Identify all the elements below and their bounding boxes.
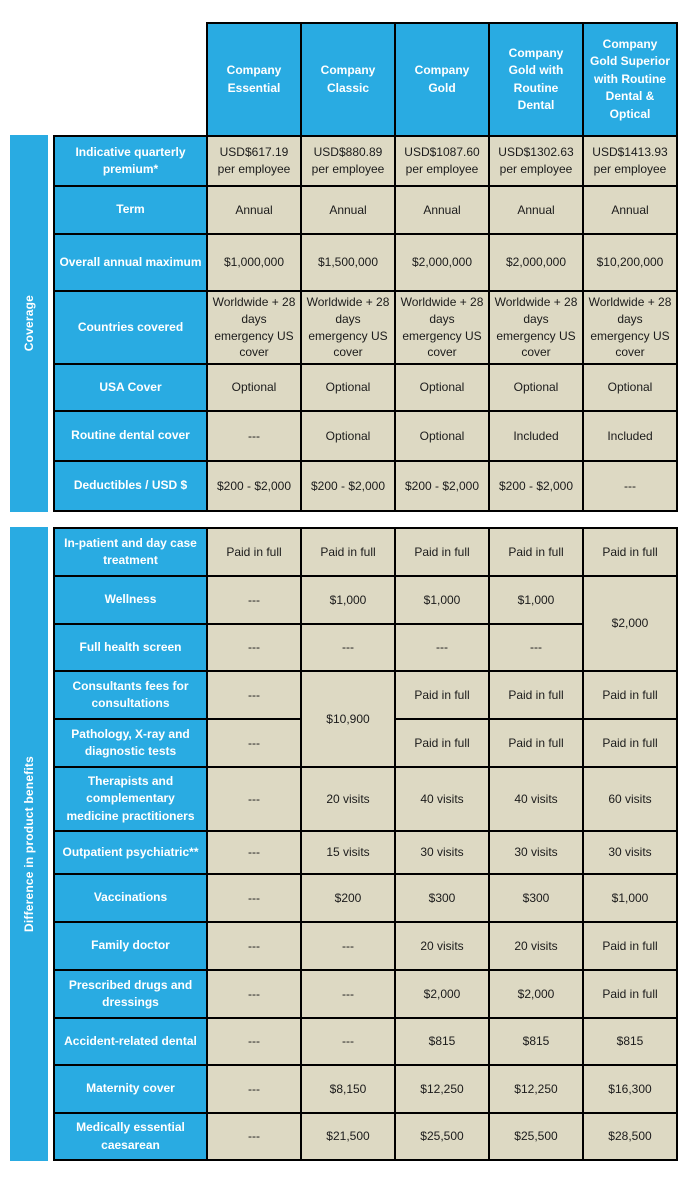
value-cell: --- — [395, 624, 489, 671]
column-header-row — [54, 23, 677, 136]
value-cell: $1,500,000 — [301, 234, 395, 291]
value-cell: $25,500 — [489, 1113, 583, 1160]
value-cell: --- — [207, 624, 301, 671]
value-cell: --- — [301, 1018, 395, 1065]
row-label: Accident-related dental — [54, 1018, 207, 1065]
value-cell: $28,500 — [583, 1113, 677, 1160]
value-cell: Optional — [301, 364, 395, 411]
value-cell: --- — [207, 831, 301, 874]
value-cell: $815 — [583, 1018, 677, 1065]
value-cell: $16,300 — [583, 1065, 677, 1113]
value-cell: Worldwide + 28 days emergency US cover — [301, 291, 395, 364]
table-row — [54, 364, 677, 411]
value-cell: $1,000 — [301, 576, 395, 624]
benefits-sidebar-label: Difference in product benefits — [22, 755, 36, 933]
row-label: Medically essential caesarean — [54, 1113, 207, 1160]
column-header: Company Gold with Routine Dental — [489, 23, 583, 136]
row-label: Wellness — [54, 576, 207, 624]
table-row — [54, 186, 677, 234]
value-cell: 40 visits — [489, 767, 583, 831]
value-cell: $21,500 — [301, 1113, 395, 1160]
value-cell: $8,150 — [301, 1065, 395, 1113]
value-cell: Paid in full — [583, 922, 677, 970]
table-row — [54, 528, 677, 576]
value-cell: Annual — [583, 186, 677, 234]
value-cell: --- — [207, 671, 301, 719]
row-label: Pathology, X-ray and diagnostic tests — [54, 719, 207, 767]
row-label: Routine dental cover — [54, 411, 207, 461]
value-cell: 20 visits — [301, 767, 395, 831]
value-cell: Optional — [207, 364, 301, 411]
value-cell: --- — [207, 922, 301, 970]
row-label: Overall annual maximum — [54, 234, 207, 291]
value-cell: Paid in full — [489, 528, 583, 576]
value-cell: $815 — [489, 1018, 583, 1065]
row-label: Prescribed drugs and dressings — [54, 970, 207, 1018]
value-cell: Paid in full — [583, 719, 677, 767]
value-cell: $200 — [301, 874, 395, 922]
value-cell: Optional — [489, 364, 583, 411]
row-label: Countries covered — [54, 291, 207, 364]
value-cell: $200 - $2,000 — [395, 461, 489, 511]
row-label: Indicative quarterly premium* — [54, 136, 207, 186]
column-header: Company Classic — [301, 23, 395, 136]
value-cell: $300 — [395, 874, 489, 922]
value-cell: Paid in full — [395, 719, 489, 767]
benefits-table — [53, 527, 678, 1161]
table-row — [54, 767, 677, 831]
value-cell: $200 - $2,000 — [301, 461, 395, 511]
table-row — [54, 461, 677, 511]
value-cell: $200 - $2,000 — [489, 461, 583, 511]
value-cell: $2,000,000 — [489, 234, 583, 291]
row-label: USA Cover — [54, 364, 207, 411]
value-cell: --- — [301, 970, 395, 1018]
value-cell: Paid in full — [583, 528, 677, 576]
value-cell: --- — [301, 922, 395, 970]
row-label: In-patient and day case treatment — [54, 528, 207, 576]
value-cell: USD$1302.63 per employee — [489, 136, 583, 186]
value-cell: --- — [207, 1113, 301, 1160]
row-label: Term — [54, 186, 207, 234]
benefits-table-body — [54, 528, 677, 1160]
value-cell: $2,000 — [395, 970, 489, 1018]
table-row — [54, 234, 677, 291]
value-cell: 30 visits — [489, 831, 583, 874]
value-cell: --- — [207, 1065, 301, 1113]
row-label: Outpatient psychiatric** — [54, 831, 207, 874]
column-header: Company Essential — [207, 23, 301, 136]
value-cell: USD$1087.60 per employee — [395, 136, 489, 186]
value-cell: $815 — [395, 1018, 489, 1065]
value-cell: $10,900 — [301, 671, 395, 767]
value-cell: 30 visits — [395, 831, 489, 874]
table-row — [54, 1113, 677, 1160]
value-cell: Worldwide + 28 days emergency US cover — [395, 291, 489, 364]
value-cell: USD$1413.93 per employee — [583, 136, 677, 186]
row-label: Vaccinations — [54, 874, 207, 922]
table-row — [54, 874, 677, 922]
value-cell: $300 — [489, 874, 583, 922]
value-cell: Annual — [301, 186, 395, 234]
row-label: Maternity cover — [54, 1065, 207, 1113]
value-cell: Included — [489, 411, 583, 461]
value-cell: $12,250 — [489, 1065, 583, 1113]
column-header: Company Gold — [395, 23, 489, 136]
value-cell: $25,500 — [395, 1113, 489, 1160]
row-label: Deductibles / USD $ — [54, 461, 207, 511]
value-cell: --- — [301, 624, 395, 671]
coverage-table — [53, 22, 678, 512]
value-cell: Worldwide + 28 days emergency US cover — [583, 291, 677, 364]
value-cell: --- — [207, 874, 301, 922]
value-cell: --- — [207, 576, 301, 624]
value-cell: Paid in full — [489, 719, 583, 767]
value-cell: Annual — [395, 186, 489, 234]
value-cell: 30 visits — [583, 831, 677, 874]
value-cell: --- — [207, 1018, 301, 1065]
value-cell: $12,250 — [395, 1065, 489, 1113]
value-cell: --- — [207, 970, 301, 1018]
value-cell: --- — [207, 719, 301, 767]
row-label: Full health screen — [54, 624, 207, 671]
coverage-sidebar — [10, 135, 48, 512]
value-cell: Worldwide + 28 days emergency US cover — [489, 291, 583, 364]
value-cell: 15 visits — [301, 831, 395, 874]
value-cell: --- — [207, 411, 301, 461]
table-row — [54, 922, 677, 970]
value-cell: 40 visits — [395, 767, 489, 831]
value-cell: $1,000 — [395, 576, 489, 624]
table-row — [54, 136, 677, 186]
row-label: Therapists and complementary medicine practitioners — [54, 767, 207, 831]
value-cell: --- — [489, 624, 583, 671]
value-cell: Optional — [395, 411, 489, 461]
value-cell: Optional — [301, 411, 395, 461]
corner-cell — [54, 23, 207, 136]
table-row — [54, 576, 677, 624]
value-cell: Annual — [207, 186, 301, 234]
value-cell: Worldwide + 28 days emergency US cover — [207, 291, 301, 364]
value-cell: USD$617.19 per employee — [207, 136, 301, 186]
benefits-sidebar — [10, 527, 48, 1161]
value-cell: $1,000 — [583, 874, 677, 922]
coverage-section — [10, 22, 678, 512]
value-cell: Optional — [395, 364, 489, 411]
value-cell: 20 visits — [489, 922, 583, 970]
table-row — [54, 1018, 677, 1065]
value-cell: Paid in full — [583, 671, 677, 719]
value-cell: Paid in full — [489, 671, 583, 719]
table-row — [54, 291, 677, 364]
benefits-section — [10, 527, 678, 1161]
value-cell: Paid in full — [301, 528, 395, 576]
value-cell: $2,000 — [489, 970, 583, 1018]
value-cell: $10,200,000 — [583, 234, 677, 291]
value-cell: $2,000 — [583, 576, 677, 671]
value-cell: Paid in full — [395, 671, 489, 719]
table-row — [54, 411, 677, 461]
coverage-table-body — [54, 136, 677, 511]
table-row — [54, 1065, 677, 1113]
value-cell: Optional — [583, 364, 677, 411]
value-cell: Paid in full — [207, 528, 301, 576]
value-cell: USD$880.89 per employee — [301, 136, 395, 186]
value-cell: Included — [583, 411, 677, 461]
value-cell: $1,000,000 — [207, 234, 301, 291]
coverage-sidebar-label: Coverage — [22, 295, 36, 352]
value-cell: --- — [583, 461, 677, 511]
column-header: Company Gold Superior with Routine Dental & Optical — [583, 23, 677, 136]
value-cell: $200 - $2,000 — [207, 461, 301, 511]
value-cell: $2,000,000 — [395, 234, 489, 291]
value-cell: Annual — [489, 186, 583, 234]
row-label: Consultants fees for consultations — [54, 671, 207, 719]
value-cell: $1,000 — [489, 576, 583, 624]
value-cell: Paid in full — [395, 528, 489, 576]
value-cell: 60 visits — [583, 767, 677, 831]
value-cell: --- — [207, 767, 301, 831]
table-row — [54, 831, 677, 874]
table-row — [54, 970, 677, 1018]
row-label: Family doctor — [54, 922, 207, 970]
table-row — [54, 671, 677, 719]
value-cell: Paid in full — [583, 970, 677, 1018]
value-cell: 20 visits — [395, 922, 489, 970]
